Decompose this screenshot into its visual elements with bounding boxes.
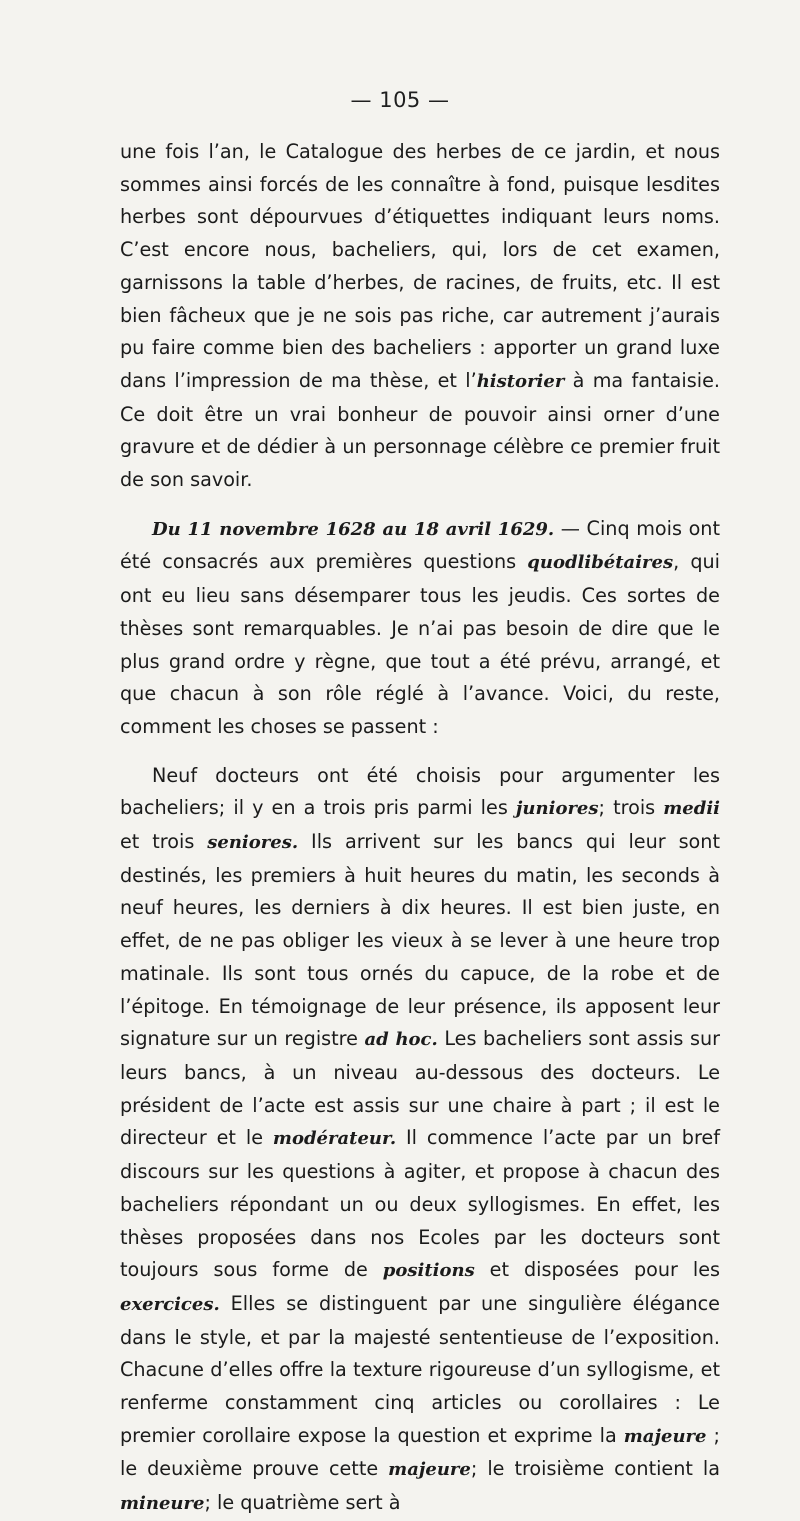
- text-run: une fois l’an, le Catalogue des herbes de ce jardin, et nous sommes ainsi forcés de les connaître à fond, puisque lesdites herbes sont dépourvues d’étiquettes indiquant leurs noms. C’est encore nous, bacheliers, qui, lors de cet examen, garnissons la table d’herbes, de racines, de fruits, etc. Il est bien fâcheux que je ne sois pas riche, car autrement j’aurais pu faire comme bien des bacheliers : apporter un grand luxe dans l’impression de ma thèse, et l’: [120, 140, 720, 392]
- italic-term: medii: [663, 798, 720, 820]
- text-run: et disposées pour les: [474, 1258, 721, 1282]
- italic-term: quodlibétaires: [527, 552, 674, 574]
- italic-term: mineure: [120, 1493, 205, 1515]
- text-run: à ma fantaisie. Ce doit être un vrai bonheur de pouvoir ainsi orner d’une gravure et de dédier à un personnage célèbre ce premier fruit de son savoir.: [120, 368, 720, 492]
- paragraph-1: [120, 136, 720, 497]
- text-run: ; le troisième contient la: [470, 1457, 720, 1481]
- italic-term: positions: [382, 1260, 475, 1282]
- paragraph-3: [120, 760, 720, 1521]
- italic-term: modérateur.: [272, 1128, 397, 1150]
- italic-term: historier: [476, 370, 565, 392]
- text-run: ; le deuxième prouve cette: [120, 1423, 720, 1481]
- date-heading: Du 11 novembre 1628 au 18 avril 1629.: [152, 518, 555, 540]
- italic-term: seniores.: [207, 832, 299, 854]
- italic-term: majeure: [623, 1425, 707, 1447]
- text-run: ; trois: [598, 796, 664, 820]
- body-text: [120, 136, 720, 1521]
- text-run: , qui ont eu lieu sans désemparer tous les jeudis. Ces sortes de thèses sont remarquables. Je n’ai pas besoin de dire que le plus grand ordre y règne, que tout a été prévu, arrangé, et que chacun à son rôle réglé à l’avance. Voici, du reste, comment les choses se passent :: [120, 550, 720, 738]
- italic-term: majeure: [388, 1459, 471, 1481]
- italic-term: juniores: [515, 798, 599, 820]
- text-run: Ils arrivent sur les bancs qui leur sont destinés, les premiers à huit heures du matin, les seconds à neuf heures, les derniers à dix heures. Il est bien juste, en effet, de ne pas obliger les vieux à se lever à une heure trop matinale. Ils sont tous ornés du capuce, de la robe et de l’épitoge. En témoignage de leur présence, ils apposent leur signature sur un registre: [120, 830, 720, 1051]
- paragraph-2: [120, 513, 720, 744]
- text-run: Elles se distinguent par une singulière élégance dans le style, et par la majesté sententieuse de l’exposition. Chacune d’elles offre la texture rigoureuse d’un syllogisme, et renferme constamment cinq articles ou corollaires : Le premier corollaire expose la question et exprime la: [120, 1291, 720, 1447]
- text-run: Neuf docteurs ont été choisis pour argumenter les bacheliers; il y en a trois pris parmi les: [120, 763, 720, 820]
- text-run: — Cinq mois ont été consacrés aux premières questions: [120, 516, 720, 574]
- text-run: Les bacheliers sont assis sur leurs bancs, à un niveau au-dessous des docteurs. Le président de l’acte est assis sur une chaire à part ; il est le directeur et le: [120, 1027, 720, 1150]
- text-run: et trois: [120, 830, 208, 854]
- text-run: ; le quatrième sert à: [204, 1491, 401, 1515]
- italic-term: ad hoc.: [364, 1029, 438, 1051]
- page-number: — 105 —: [350, 88, 450, 112]
- text-run: Il commence l’acte par un bref discours sur les questions à agiter, et propose à chacun des bacheliers répondant un ou deux syllogismes. En effet, les thèses proposées dans nos Ecoles par les docteurs sont toujours sous forme de: [120, 1126, 720, 1282]
- italic-term: exercices.: [120, 1293, 220, 1315]
